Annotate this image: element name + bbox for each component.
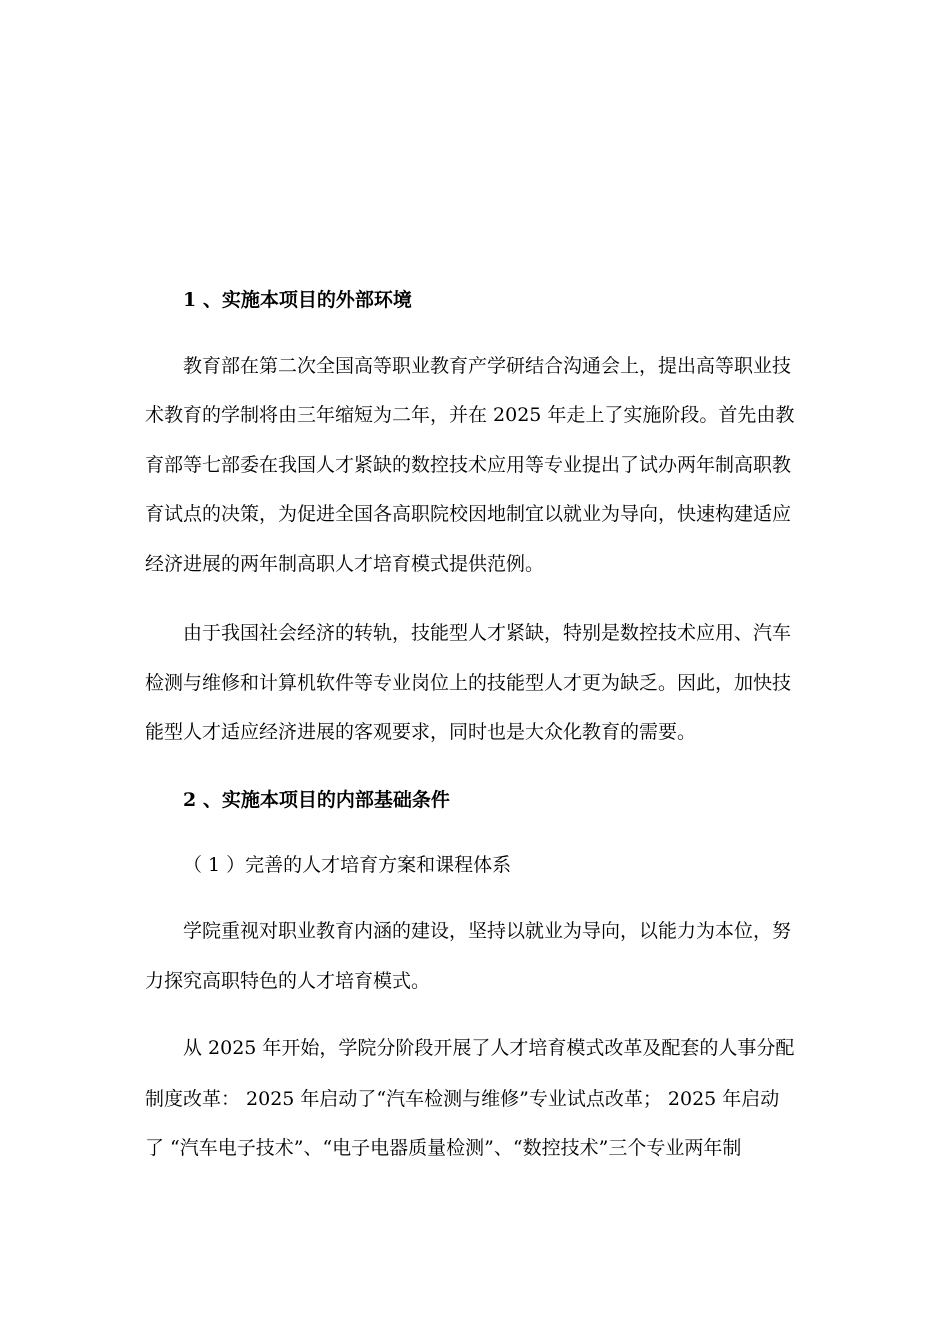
section-2-heading: 2 、实施本项目的内部基础条件 — [183, 789, 450, 811]
paragraph-line: 力探究高职特色的人才培育模式。 — [145, 970, 431, 992]
paragraph-line: 育试点的决策，为促进全国各高职院校因地制宜以就业为导向，快速构建适应 — [145, 503, 792, 525]
paragraph-line: 术教育的学制将由三年缩短为二年，并在 2025 年走上了实施阶段。首先由教 — [145, 404, 795, 426]
paragraph-line: 能型人才适应经济进展的客观要求，同时也是大众化教育的需要。 — [145, 721, 697, 743]
paragraph-line: 教育部在第二次全国高等职业教育产学研结合沟通会上，提出高等职业技 — [183, 355, 792, 377]
paragraph-line: 学院重视对职业教育内涵的建设，坚持以就业为导向，以能力为本位，努 — [183, 920, 792, 942]
paragraph-line: 由于我国社会经济的转轨，技能型人才紧缺，特别是数控技术应用、汽车 — [183, 622, 792, 644]
paragraph-line: 检测与维修和计算机软件等专业岗位上的技能型人才更为缺乏。因此，加快技 — [145, 672, 792, 694]
paragraph-line: 从 2025 年开始，学院分阶段开展了人才培育模式改革及配套的人事分配 — [183, 1037, 795, 1059]
paragraph-line: 了 “汽车电子技术”、“电子电器质量检测”、“数控技术”三个专业两年制 — [145, 1137, 742, 1159]
paragraph-line: 育部等七部委在我国人才紧缺的数控技术应用等专业提出了试办两年制高职教 — [145, 454, 792, 476]
paragraph-line: 经济进展的两年制高职人才培育模式提供范例。 — [145, 553, 545, 575]
section-1-heading: 1 、实施本项目的外部环境 — [183, 289, 412, 311]
subsection-1-heading: （ 1 ）完善的人才培育方案和课程体系 — [183, 854, 512, 876]
paragraph-line: 制度改革： 2025 年启动了“汽车检测与维修”专业试点改革； 2025 年启动 — [145, 1088, 780, 1110]
